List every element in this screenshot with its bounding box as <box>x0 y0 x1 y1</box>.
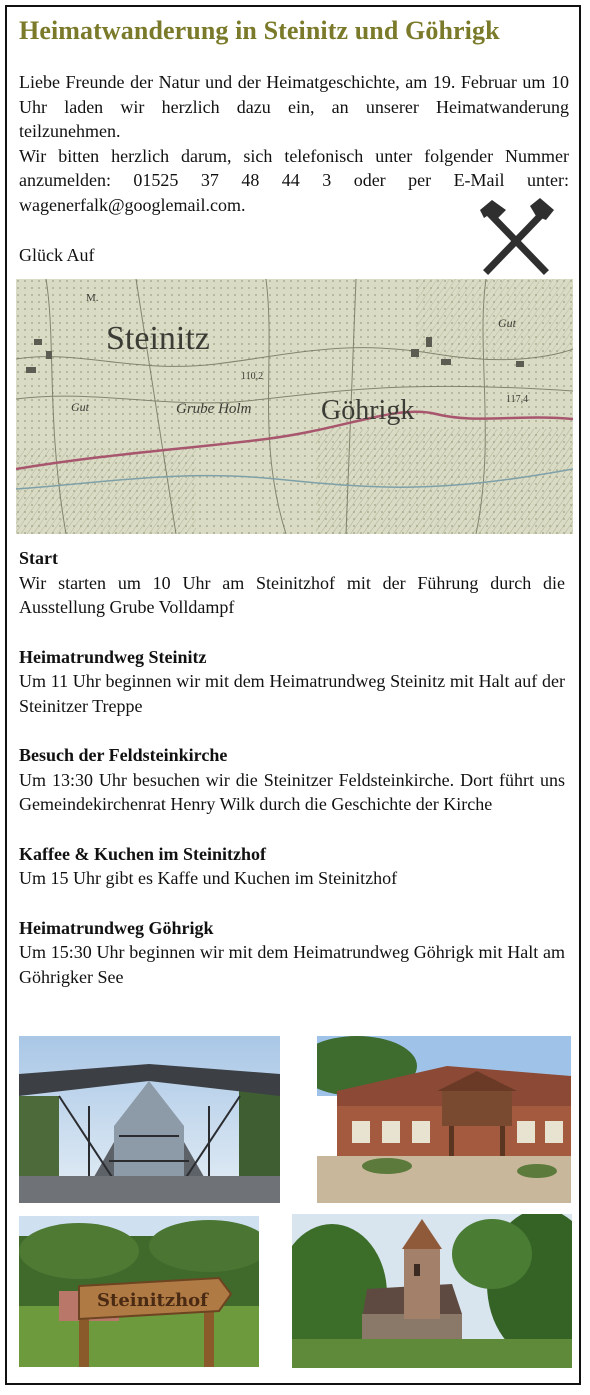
section-text: Um 15 Uhr gibt es Kaffe und Kuchen im Steinitzhof <box>19 868 398 888</box>
section-text: Wir starten um 10 Uhr am Steinitzhof mit der Führung durch die Ausstellung Grube Volldampf <box>19 572 565 617</box>
section-heading: Start <box>19 548 58 568</box>
historic-map <box>16 279 573 534</box>
program-sections <box>19 546 565 1014</box>
contact-paragraph: Wir bitten herzlich darum, sich telefonisch unter folgender Nummer anzumelden: 01525 37 48 44 3 oder per E-Mail unter: wagenerfalk@googlemail.com. <box>19 145 569 215</box>
map-label-gut-1: Gut <box>71 400 89 414</box>
intro-paragraph: Liebe Freunde der Natur und der Heimatgeschichte, am 19. Februar um 10 Uhr laden wir herzlich dazu ein, an unserer Heimatwanderung teilzunehmen. <box>19 72 569 141</box>
photo-steinitzhof-sign <box>19 1216 259 1367</box>
greeting: Glück Auf <box>19 245 95 265</box>
section-heimatrundweg-steinitz <box>19 645 565 719</box>
section-heading: Heimatrundweg Steinitz <box>19 646 207 667</box>
section-kaffee-kuchen <box>19 842 565 891</box>
section-text: Um 13:30 Uhr besuchen wir die Steinitzer Feldsteinkirche. Dort führt uns Gemeindekirchenrat Henry Wilk durch die Geschichte der Kirche <box>19 769 565 814</box>
map-label-elevation-2: 117,4 <box>506 394 529 405</box>
section-text: Um 11 Uhr beginnen wir mit dem Heimatrundweg Steinitz mit Halt auf der Steinitzer Treppe <box>19 671 565 716</box>
photo-conveyor-bridge <box>19 1036 280 1203</box>
map-label-steinitz: Steinitz <box>106 320 210 357</box>
section-feldsteinkirche <box>19 743 565 817</box>
map-label-goehrigk: Göhrigk <box>321 395 415 426</box>
map-label-m: M. <box>86 292 99 304</box>
intro-text <box>19 70 569 217</box>
section-heimatrundweg-goehrigk <box>19 916 565 990</box>
article-title: Heimatwanderung in Steinitz und Göhrigk <box>19 16 500 45</box>
sign-text: Steinitzhof <box>97 1290 208 1311</box>
section-heading: Kaffee & Kuchen im Steinitzhof <box>19 843 266 864</box>
section-start <box>19 546 565 620</box>
section-heading: Heimatrundweg Göhrigk <box>19 917 214 938</box>
map-label-gut-2: Gut <box>498 316 516 330</box>
hammer-and-pick-icon <box>476 196 556 276</box>
map-label-grube: Grube Holm <box>176 401 252 417</box>
photo-feldsteinkirche <box>292 1214 572 1368</box>
section-text: Um 15:30 Uhr beginnen wir mit dem Heimatrundweg Göhrigk mit Halt am Göhrigker See <box>19 942 565 987</box>
map-label-elevation-1: 110,2 <box>241 371 264 382</box>
section-heading: Besuch der Feldsteinkirche <box>19 745 228 765</box>
photo-steinitzhof-courtyard <box>317 1036 571 1203</box>
